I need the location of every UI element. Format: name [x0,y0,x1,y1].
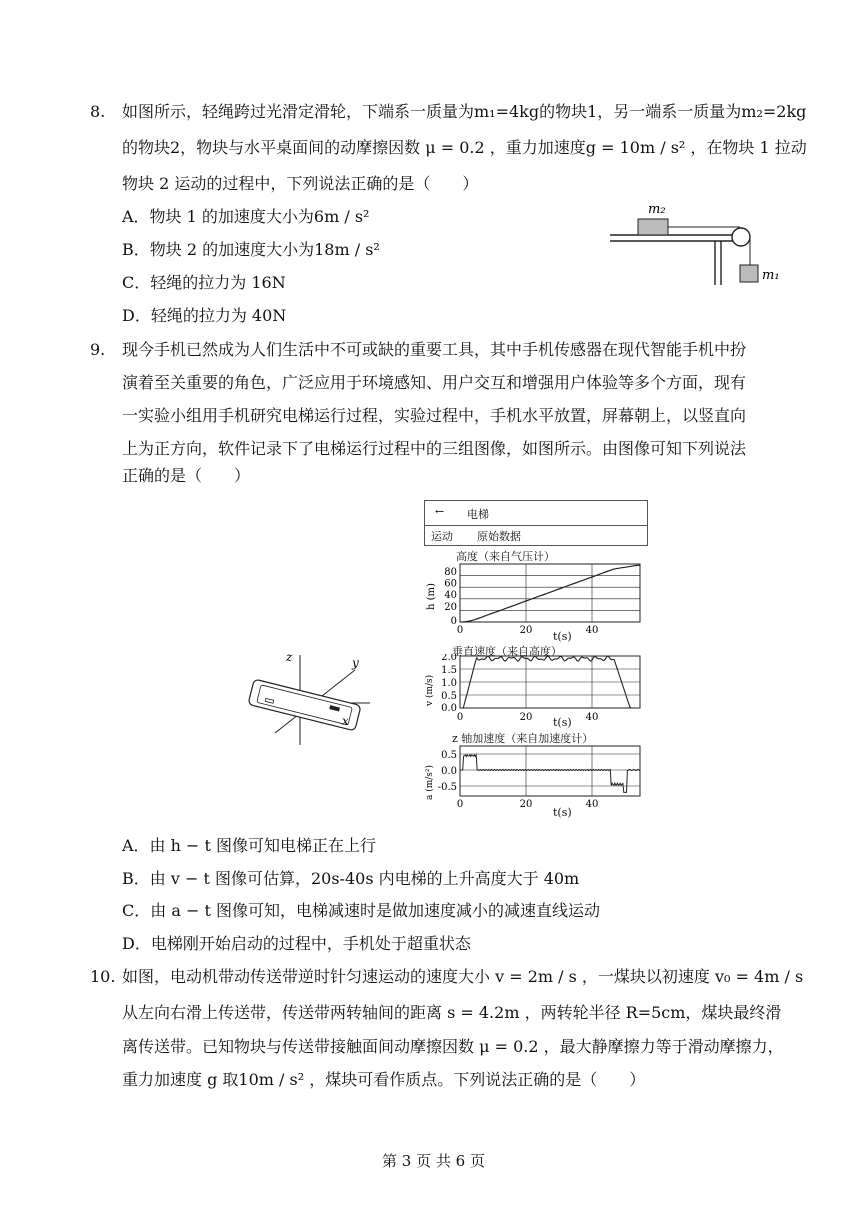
pulley-icon [732,228,750,246]
q8-line-2: 的物块2，物块与水平桌面间的动摩擦因数 μ = 0.2 ，重力加速度g = 10m / s² ，在物块 1 拉动 [122,138,807,157]
q8-option-a: A．物块 1 的加速度大小为6m / s² [122,207,370,226]
q9-option-c: C．由 a − t 图像可知，电梯减速时是做加速度减小的减速直线运动 [122,901,600,920]
a-xtick: 40 [585,799,599,810]
block-m2 [638,219,668,235]
menu-raw-data[interactable]: 原始数据 [477,530,521,543]
chart-a-xlabel: t(s) [553,806,572,819]
h-ytick: 40 [444,590,457,602]
back-arrow-icon[interactable]: ← [435,505,445,518]
q9-line-3: 一实验小组用手机研究电梯运行过程，实验过程中，手机水平放置，屏幕朝上，以竖直向 [122,406,747,425]
a-xtick: 0 [456,799,464,810]
v-ytick: 2.0 [441,654,457,663]
v-ytick: 0.5 [441,691,457,702]
axis-y-label: y [352,656,359,670]
h-xtick: 40 [585,625,599,636]
h-xtick: 0 [456,625,464,636]
app-title-bar [424,500,648,526]
menu-motion[interactable]: 运动 [431,530,453,543]
axis-x-label: x [342,714,349,728]
q9-option-b: B．由 v − t 图像可估算，20s-40s 内电梯的上升高度大于 40m [122,869,580,888]
a-ytick: 0.5 [441,750,457,761]
pulley-figure [600,195,800,295]
q8-number: 8. [90,102,106,121]
phone-axes-figure [230,645,380,755]
a-curve [460,755,640,793]
a-ytick: 0.0 [441,766,457,777]
q10-line-3: 离传送带。已知物块与传送带接触面间动摩擦因数 μ = 0.2 ，最大静摩擦力等于滑动摩擦力， [122,1037,784,1056]
q8-line-1: 如图所示，轻绳跨过光滑定滑轮，下端系一质量为m₁=4kg的物块1，另一端系一质量为m₂=2kg [122,102,807,121]
a-ytick: -0.5 [437,782,457,793]
a-ylabel: a (m/s²) [425,764,435,800]
chart-h-title: 高度（来自气压计） [456,550,555,563]
q8-option-d: D．轻绳的拉力为 40N [122,306,287,325]
h-ytick: 0 [450,616,457,627]
q10-line-4: 重力加速度 g 取10m / s² ，煤块可看作质点。下列说法正确的是（ ） [122,1070,646,1089]
q10-line-1: 如图，电动机带动传送带逆时针匀速运动的速度大小 v = 2m / s ，一煤块以初速度 v₀ = 4m / s [122,967,804,986]
h-ytick: 20 [444,601,457,613]
q9-number: 9. [90,340,106,359]
m2-label: m₂ [648,202,666,217]
q9-option-d: D．电梯刚开始启动的过程中，手机处于超重状态 [122,934,471,953]
chart-a-title: z 轴加速度（来自加速度计） [452,732,594,745]
axis-z-label: z [286,650,293,664]
q8-option-b: B．物块 2 的加速度大小为18m / s² [122,240,380,259]
v-xtick: 20 [519,712,533,723]
m1-label: m₁ [762,268,780,283]
q9-line-5: 正确的是（ ） [122,466,251,485]
h-ylabel: h (m) [426,583,437,610]
q9-line-2: 演着至关重要的角色，广泛应用于环境感知、用户交互和增强用户体验等多个方面，现有 [122,373,747,392]
v-ytick: 1.0 [441,678,457,689]
chart-v-xlabel: t(s) [553,716,572,729]
v-ylabel: v (m/s) [425,674,435,706]
chart-v-title: 垂直速度（来自高度） [452,645,562,658]
h-curve [460,565,640,622]
app-title: 电梯 [467,508,489,521]
v-xtick: 0 [456,712,464,723]
q10-number: 10. [90,967,116,986]
chart-a [420,744,650,810]
q9-line-1: 现今手机已然成为人们生活中不可或缺的重要工具，其中手机传感器在现代智能手机中扮 [122,340,747,359]
h-ytick: 60 [444,578,457,590]
app-menu-bar [424,525,648,546]
q8-option-c: C．轻绳的拉力为 16N [122,273,286,292]
v-xtick: 40 [585,712,599,723]
q10-line-2: 从左向右滑上传送带，传送带两转轴间的距离 s = 4.2m ，两转轮半径 R=5cm，煤块最终滑 [122,1003,782,1022]
chart-v [420,654,650,726]
page-footer: 第 3 页 共 6 页 [382,1152,485,1170]
q8-line-3: 物块 2 运动的过程中，下列说法正确的是（ ） [122,174,479,193]
h-xtick: 20 [519,625,533,636]
q9-line-4: 上为正方向，软件记录下了电梯运行过程中的三组图像，如图所示。由图像可知下列说法 [122,439,747,458]
h-ytick: 80 [444,567,457,578]
v-ytick: 1.5 [441,665,457,676]
v-ytick: 0.0 [441,703,457,714]
chart-h-xlabel: t(s) [553,630,572,643]
chart-h [420,560,650,640]
block-m1 [740,265,758,282]
a-xtick: 20 [519,799,533,810]
q9-option-a: A．由 h − t 图像可知电梯正在上行 [122,836,377,855]
